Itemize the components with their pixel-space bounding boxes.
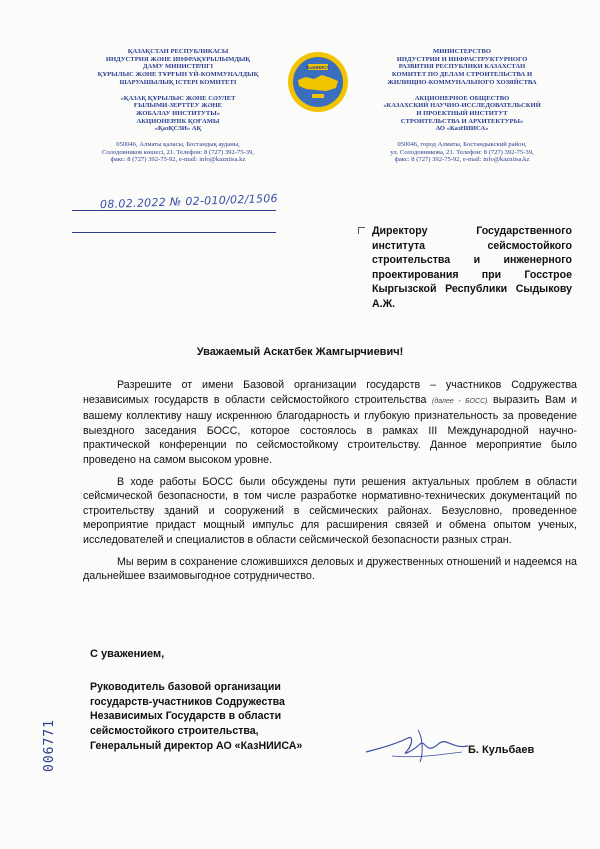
ministry-line: ДАМУ МИНИСТРЛІГІ (142, 63, 214, 71)
org-line: АКЦИОНЕРНОЕ ОБЩЕСТВО (414, 94, 510, 102)
ministry-line: ШАРУАШЫЛЫҚ ІСТЕРІ КОМИТЕТІ (119, 78, 237, 86)
ministry-line: ИНДУСТРИЯ ЖӘНЕ ИНФРАҚҰРЫЛЫМДЫҚ (105, 55, 251, 63)
signatory-line: Генеральный директор АО «КазНИИСА» (90, 739, 303, 752)
org-line: «ҚазҚСЗИ» АҚ (154, 125, 202, 133)
body-paragraph-1 (83, 378, 577, 468)
ministry-line: КОМИТЕТ ПО ДЕЛАМ СТРОИТЕЛЬСТВА И (391, 71, 533, 79)
address-line: 050046, Алматы қаласы, Бостандық ауданы, (116, 141, 240, 149)
signatory-title-block (90, 680, 360, 754)
handwritten-signature-icon (362, 722, 472, 770)
signatory-line: Независимых Государств в области (90, 710, 282, 723)
p1-start: Разрешите от имени Базовой организации государств – участников Содружества независимых государств в области сейсмостойкого строительства (83, 379, 577, 406)
letterhead-right (356, 48, 568, 164)
org-line: «ҚАЗАҚ ҚҰРЫЛЫС ЖӘНЕ СӘУЛЕТ (120, 94, 236, 102)
letter-body (83, 378, 577, 591)
org-line: ҒЫЛЫМИ-ЗЕРТТЕУ ЖӘНЕ (133, 102, 223, 110)
signatory-line: сейсмостойкого строительства, (90, 725, 259, 738)
logo-text: КазНИИСА (306, 65, 330, 70)
ministry-line: ҚҰРЫЛЫС ЖӘНЕ ТҰРҒЫН ҮЙ-КОММУНАЛДЫҚ (97, 71, 259, 79)
salutation: Уважаемый Аскатбек Жамгырчиевич! (196, 346, 404, 358)
abbreviation-note: (далее - БОСС) (432, 397, 488, 405)
address-line: факс: 8 (727) 392-75-92, e-mail: info@kazniisa.kz (110, 156, 246, 164)
letterhead-left (72, 48, 284, 164)
ministry-line: ИНДУСТРИИ И ИНФРАСТРУКТУРНОГО (396, 55, 528, 63)
signer-name: Б. Кульбаев (468, 744, 535, 756)
ministry-line: РАЗВИТИЯ РЕСПУБЛИКИ КАЗАХСТАН (398, 63, 526, 71)
address-line: факс: 8 (727) 392-75-92, e-mail: info@kazniisa.kz (394, 156, 530, 164)
registration-number: 006771 (42, 719, 57, 772)
org-line: «КАЗАХСКИЙ НАУЧНО-ИССЛЕДОВАТЕЛЬСКИЙ (383, 102, 541, 110)
address-line: Солодовников көшесі, 21. Телефон: 8 (727) 392-75-39, (102, 148, 254, 156)
org-line: ЖОБАЛАУ ИНСТИТУТЫ» (135, 109, 221, 117)
ministry-line: ҚАЗАҚСТАН РЕСПУБЛИКАСЫ (127, 48, 229, 55)
address-line: 050046, город Алматы, Бостандыкский район, (397, 141, 527, 149)
org-line: СТРОИТЕЛЬСТВА И АРХИТЕКТУРЫ» (400, 117, 524, 125)
body-paragraph-2: В ходе работы БОСС были обсуждены пути решения актуальных проблем в области сейсмической безопасности, в том числе разработке нормативно-технических документаций по строительству зданий и сооружений в сейсмических районах. Безусловно, проведенное мероприятие придаст мощный импульс для расширения связей и обмена опытом ученых, исследователей и специалистов в области сейсмической безопасности разных стран. (83, 475, 577, 546)
org-line: АКЦИОНЕРЛІК ҚОҒАМЫ (136, 117, 220, 125)
ministry-line: ЖИЛИЩНО-КОММУНАЛЬНОГО ХОЗЯЙСТВА (387, 78, 537, 86)
ministry-line: МИНИСТЕРСТВО (433, 48, 491, 55)
p1-end: выразить Вам и вашему коллективу нашу искреннюю благодарность и глубокую признательность за проведение выездного заседания БОСС, которое состоялось в рамках III Международной научно-практической конференции по сейсмостойкому строительству. Данное мероприятие было проведено на самом высоком уровне. (83, 393, 578, 466)
org-line: АО «КазНИИСА» (435, 125, 489, 133)
handwritten-outgoing-number: 08.02.2022 № 02-010/02/1506 (99, 191, 279, 212)
kazniisa-logo-icon (286, 50, 350, 114)
addressee-block: Директору Государственного института сейсмостойкого строительства и инженерного проектирования при Госстрое Кыргызской Республики Сыдыкову А.Ж. (372, 225, 572, 310)
org-line: И ПРОЕКТНЫЙ ИНСТИТУТ (416, 109, 508, 117)
address-line: ул. Солодовникова, 21. Телефон: 8 (727) 392-75-39, (390, 148, 534, 156)
addressee-corner-mark (358, 227, 365, 234)
signatory-line: государств-участников Содружества (90, 695, 285, 708)
body-paragraph-3: Мы верим в сохранение сложившихся деловых и дружественных отношений и надеемся на дальнейшее взаимовыгодное сотрудничество. (83, 555, 577, 583)
closing-phrase: С уважением, (90, 648, 165, 660)
signatory-line: Руководитель базовой организации (90, 681, 281, 693)
reference-line (72, 232, 276, 233)
